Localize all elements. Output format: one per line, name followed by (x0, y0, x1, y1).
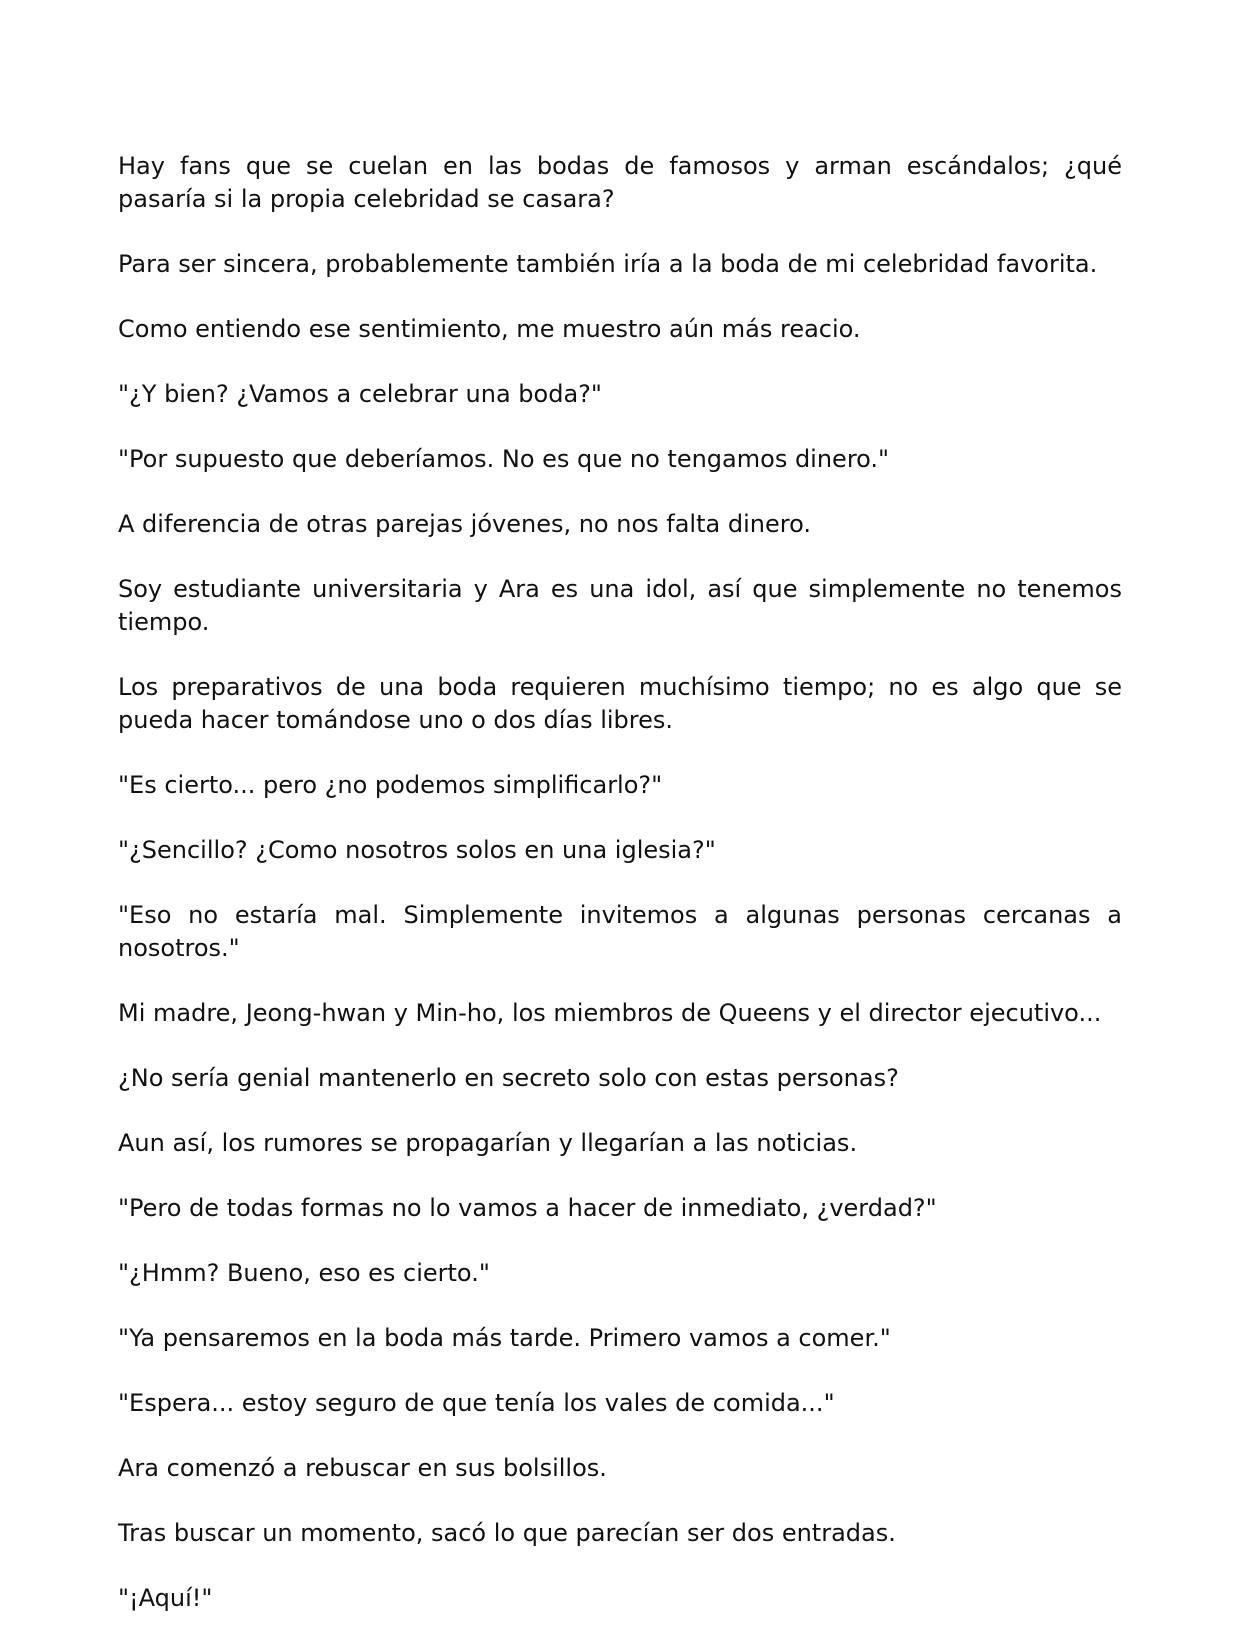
paragraph: "¿Sencillo? ¿Como nosotros solos en una iglesia?" (118, 836, 716, 864)
paragraph: Soy estudiante universitaria y Ara es una idol, así que simplemente no tenemos tiempo. (118, 575, 1122, 636)
paragraph: Para ser sincera, probablemente también iría a la boda de mi celebridad favorita. (118, 250, 1098, 278)
paragraph: Hay fans que se cuelan en las bodas de famosos y arman escándalos; ¿qué pasaría si la propia celebridad se casara? (118, 152, 1122, 213)
paragraph: "Ya pensaremos en la boda más tarde. Primero vamos a comer." (118, 1324, 891, 1352)
paragraph: "Eso no estaría mal. Simplemente invitemos a algunas personas cercanas a nosotros." (118, 901, 1122, 962)
paragraph: "Es cierto... pero ¿no podemos simplificarlo?" (118, 771, 663, 799)
paragraph: "Pero de todas formas no lo vamos a hacer de inmediato, ¿verdad?" (118, 1194, 937, 1222)
paragraph: Mi madre, Jeong-hwan y Min-ho, los miembros de Queens y el director ejecutivo... (118, 999, 1102, 1027)
paragraph: Como entiendo ese sentimiento, me muestro aún más reacio. (118, 315, 861, 343)
paragraph: "Por supuesto que deberíamos. No es que no tengamos dinero." (118, 445, 890, 473)
paragraph: Tras buscar un momento, sacó lo que parecían ser dos entradas. (118, 1519, 896, 1547)
paragraph: "¿Y bien? ¿Vamos a celebrar una boda?" (118, 380, 602, 408)
paragraph: Aun así, los rumores se propagarían y llegarían a las noticias. (118, 1129, 858, 1157)
paragraph: Ara comenzó a rebuscar en sus bolsillos. (118, 1454, 607, 1482)
paragraph: A diferencia de otras parejas jóvenes, no nos falta dinero. (118, 510, 811, 538)
document-body (118, 150, 1122, 1647)
paragraph: Los preparativos de una boda requieren muchísimo tiempo; no es algo que se pueda hacer tomándose uno o dos días libres. (118, 673, 1122, 734)
paragraph: "Espera... estoy seguro de que tenía los vales de comida..." (118, 1389, 835, 1417)
paragraph: "¿Hmm? Bueno, eso es cierto." (118, 1259, 490, 1287)
paragraph: ¿No sería genial mantenerlo en secreto solo con estas personas? (118, 1064, 899, 1092)
paragraph: "¡Aquí!" (118, 1584, 213, 1612)
